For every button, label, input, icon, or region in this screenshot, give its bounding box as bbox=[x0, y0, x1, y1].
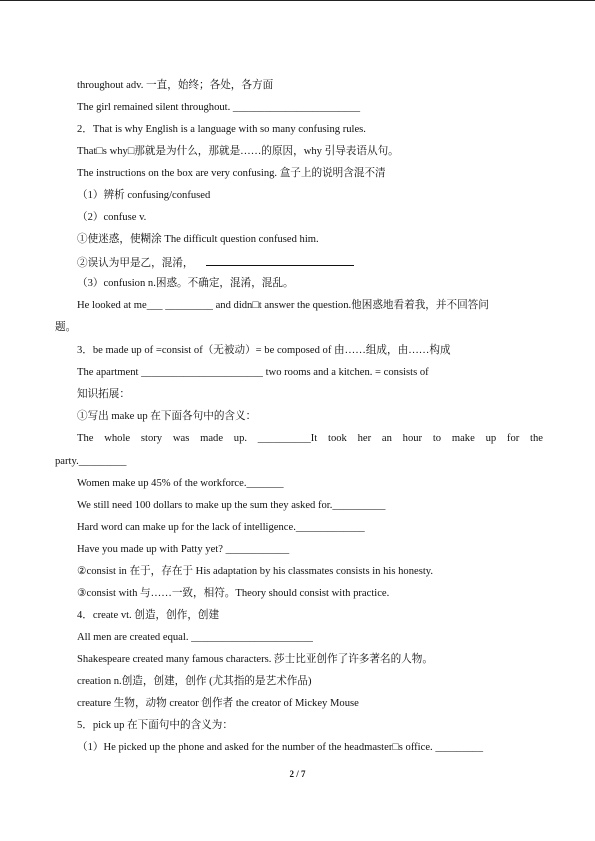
text-line: The girl remained silent throughout. ________________________ bbox=[77, 102, 361, 113]
text-line: （1）辨析 confusing/confused bbox=[77, 190, 211, 201]
text-line: 5．pick up 在下面句中的含义为： bbox=[77, 720, 233, 731]
text-line bbox=[77, 255, 543, 271]
text-line: party._________ bbox=[55, 456, 127, 467]
text-line: 2．That is why English is a language with so many confusing rules. bbox=[77, 124, 366, 135]
text-line-content: ②误认为甲是乙，混淆， bbox=[77, 258, 194, 269]
text-line: 4．create vt. 创造，创作，创建 bbox=[77, 610, 220, 621]
text-line: 3．be made up of =consist of（无被动）= be composed of 由……组成，由……构成 bbox=[77, 345, 451, 356]
top-border-rule bbox=[0, 0, 595, 1]
text-line: Shakespeare created many famous characters. 莎士比亚创作了许多著名的人物。 bbox=[77, 654, 433, 665]
text-line: throughout adv. 一直，始终；各处，各方面 bbox=[77, 80, 274, 91]
text-line: That□s why□那就是为什么，那就是……的原因，why 引导表语从句。 bbox=[77, 146, 399, 157]
text-line: Women make up 45% of the workforce._______ bbox=[77, 478, 284, 489]
text-line: ②consist in 在于，存在于 His adaptation by his classmates consists in his honesty. bbox=[77, 566, 434, 577]
text-line: 题。 bbox=[55, 322, 77, 333]
text-line: （1）He picked up the phone and asked for the number of the headmaster□s office. _________ bbox=[77, 742, 484, 753]
text-line: All men are created equal. _______________________ bbox=[77, 632, 313, 643]
text-line: The instructions on the box are very confusing. 盒子上的说明含混不清 bbox=[77, 168, 386, 179]
text-line: ①使迷惑，使糊涂 The difficult question confused him. bbox=[77, 234, 319, 245]
text-line: ①写出 make up 在下面各句中的含义： bbox=[77, 411, 257, 422]
text-line: We still need 100 dollars to make up the sum they asked for.__________ bbox=[77, 500, 386, 511]
page-number: 2 / 7 bbox=[289, 769, 306, 779]
text-line: Hard word can make up for the lack of intelligence._____________ bbox=[77, 522, 365, 533]
text-line: ③consist with 与……一致，相符。Theory should consist with practice. bbox=[77, 588, 390, 599]
text-line: creature 生物，动物 creator 创作者 the creator of Mickey Mouse bbox=[77, 698, 359, 709]
text-line: Have you made up with Patty yet? ____________ bbox=[77, 544, 290, 555]
text-line: The apartment _______________________ two rooms and a kitchen. = consists of bbox=[77, 367, 429, 378]
text-line: （2）confuse v. bbox=[77, 212, 147, 223]
text-line: （3）confusion n.困惑。不确定，混淆，混乱。 bbox=[77, 278, 294, 289]
answer-blank bbox=[206, 255, 354, 266]
text-line: The whole story was made up. __________It took her an hour to make up for the bbox=[77, 433, 543, 444]
text-line: creation n.创造，创建，创作 (尤其指的是艺术作品) bbox=[77, 676, 312, 687]
text-line: 知识拓展： bbox=[77, 389, 130, 400]
text-line: He looked at me___ _________ and didn□t answer the question.他困惑地看着我，并不回答问 bbox=[77, 300, 489, 311]
